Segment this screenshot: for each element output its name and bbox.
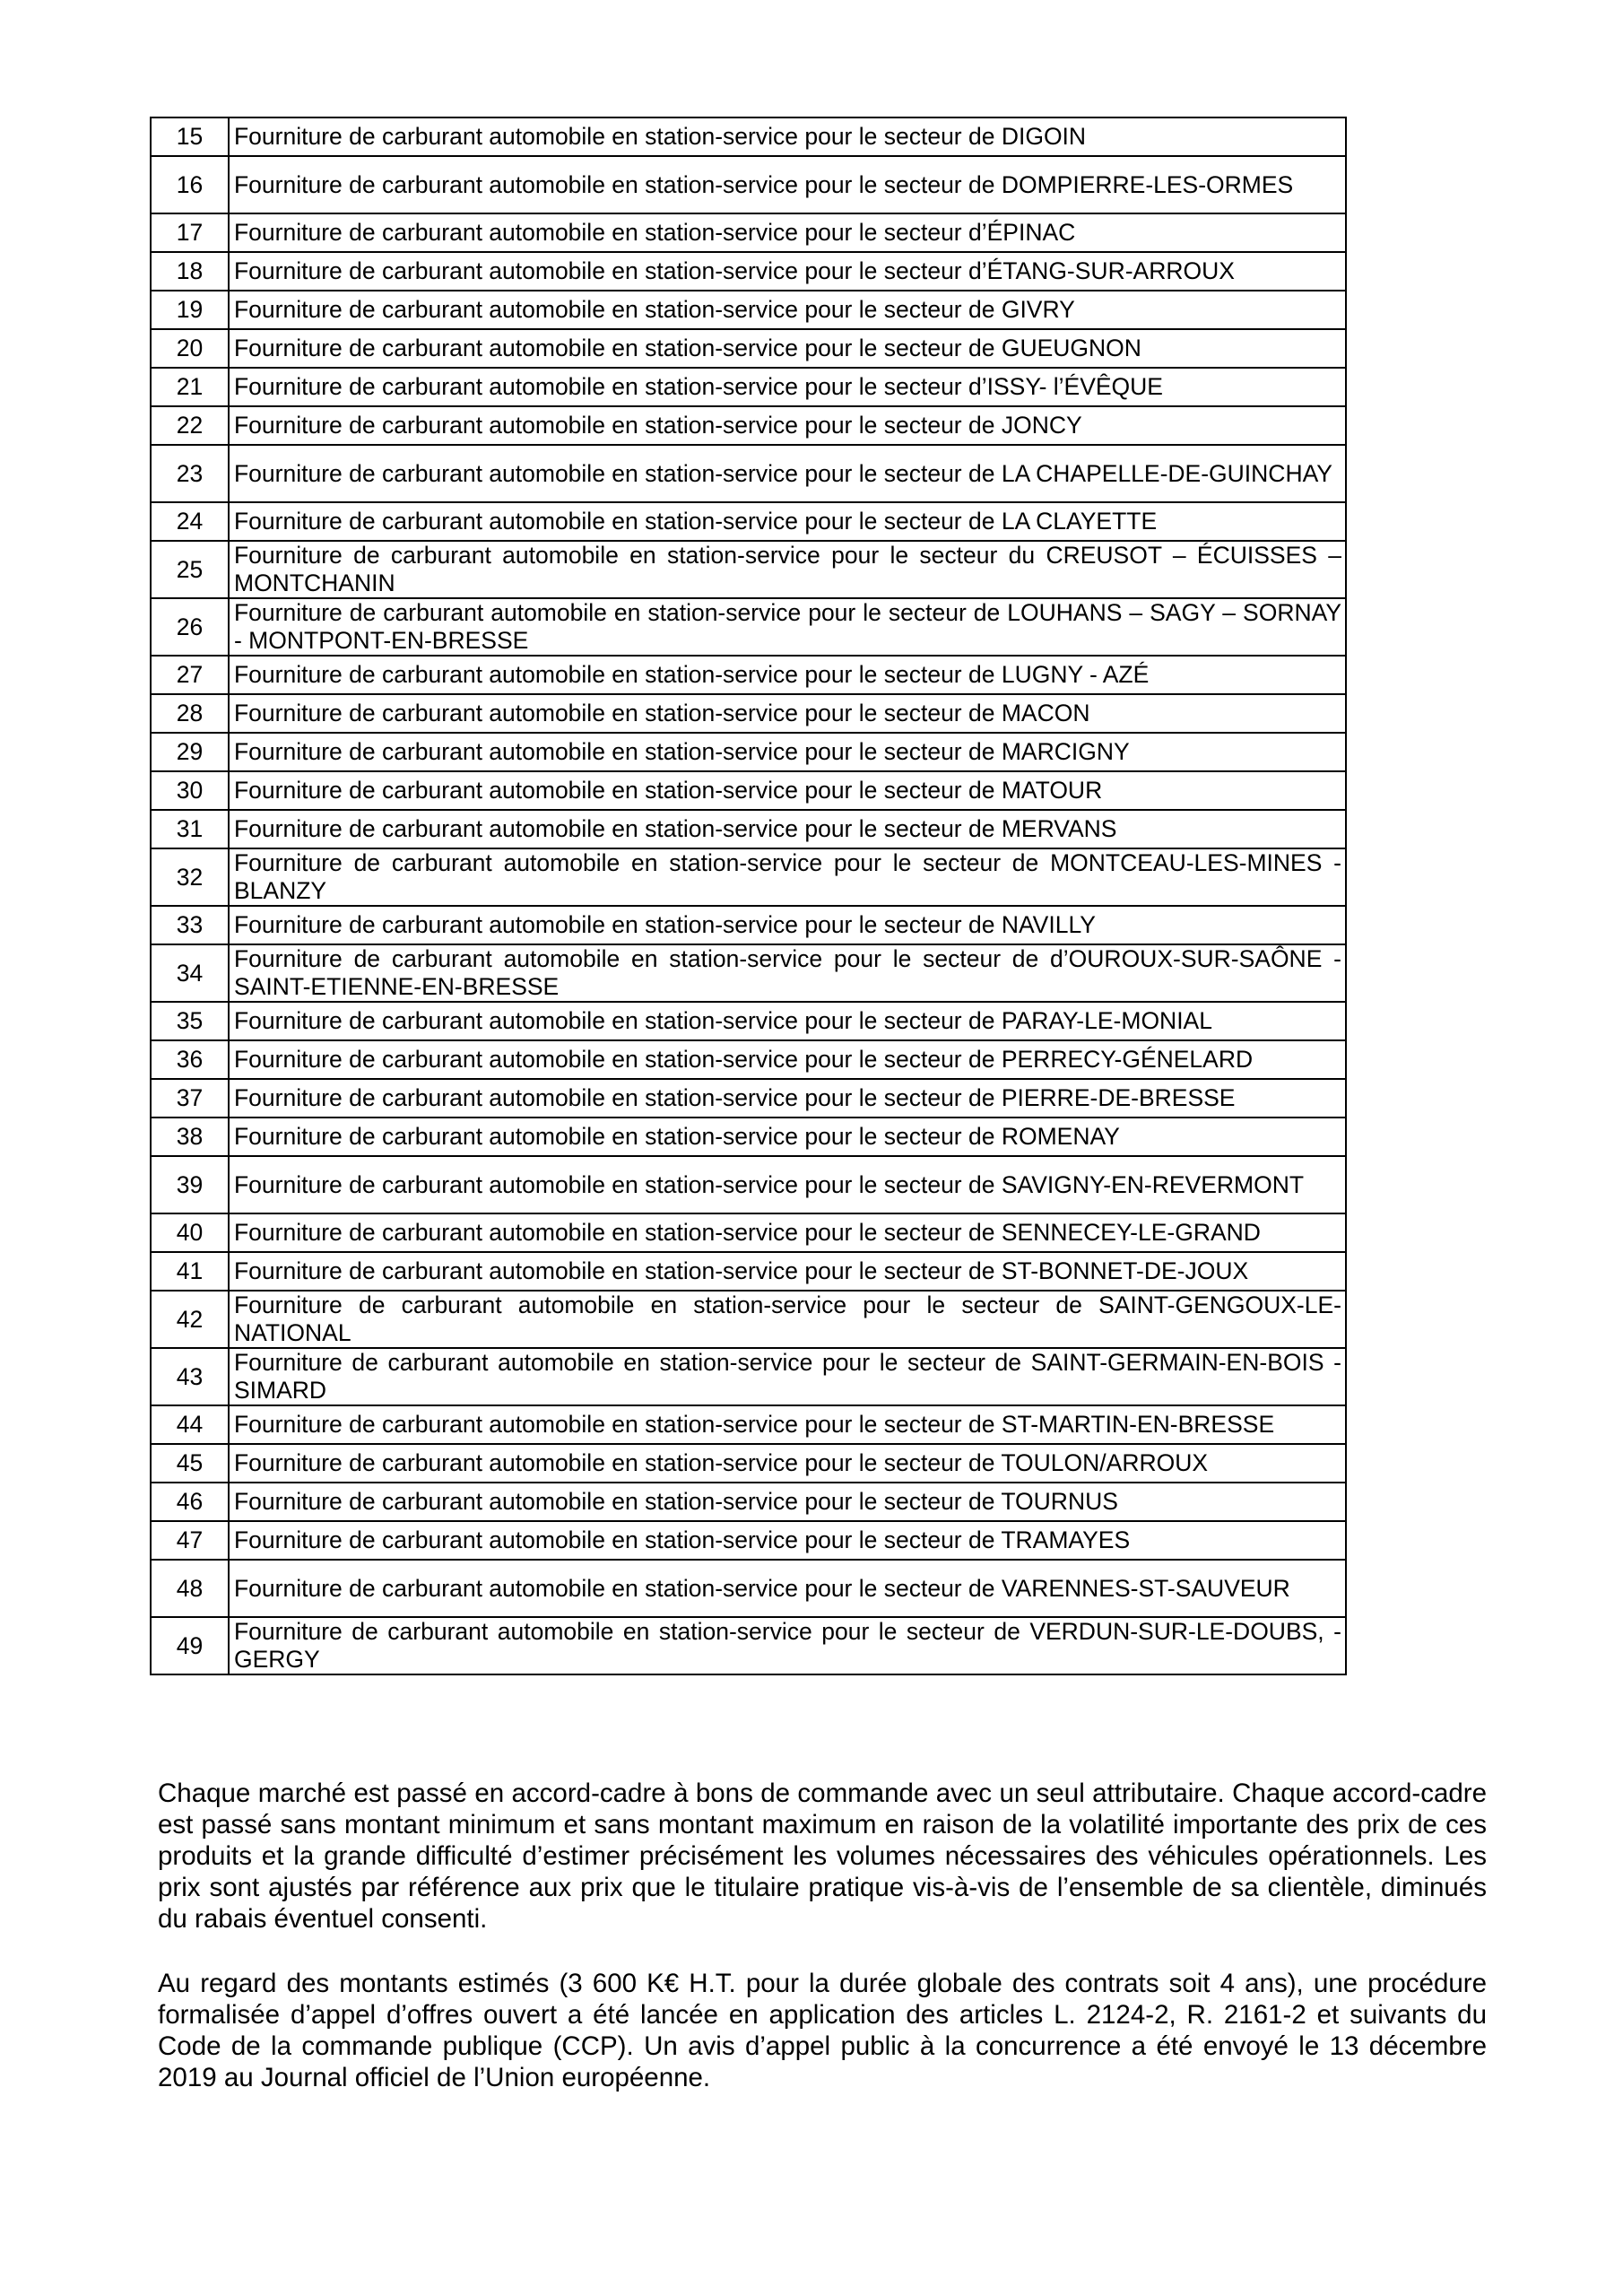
lot-description: Fourniture de carburant automobile en station-service pour le secteur de ST-BONNET-DE-JOUX [229, 1252, 1346, 1291]
lot-number: 42 [151, 1291, 229, 1348]
table-row [151, 771, 1346, 810]
lot-description: Fourniture de carburant automobile en station-service pour le secteur de DOMPIERRE-LES-ORMES [229, 156, 1346, 213]
table-row [151, 406, 1346, 445]
lot-number: 27 [151, 656, 229, 694]
lot-description: Fourniture de carburant automobile en station-service pour le secteur de ST-MARTIN-EN-BRESSE [229, 1405, 1346, 1444]
lot-description: Fourniture de carburant automobile en station-service pour le secteur de LOUHANS – SAGY – SORNAY - MONTPONT-EN-BRESSE [229, 598, 1346, 656]
lot-description: Fourniture de carburant automobile en station-service pour le secteur de DIGOIN [229, 117, 1346, 156]
lot-number: 38 [151, 1118, 229, 1156]
lot-description: Fourniture de carburant automobile en station-service pour le secteur de PIERRE-DE-BRESSE [229, 1079, 1346, 1118]
lot-number: 36 [151, 1040, 229, 1079]
lot-number: 34 [151, 944, 229, 1002]
lot-number: 15 [151, 117, 229, 156]
table-row [151, 1252, 1346, 1291]
lot-description: Fourniture de carburant automobile en station-service pour le secteur de TOULON/ARROUX [229, 1444, 1346, 1483]
table-row [151, 1291, 1346, 1348]
table-row [151, 291, 1346, 329]
lot-description: Fourniture de carburant automobile en station-service pour le secteur de VARENNES-ST-SAUVEUR [229, 1560, 1346, 1617]
lot-description: Fourniture de carburant automobile en station-service pour le secteur de GIVRY [229, 291, 1346, 329]
lot-number: 37 [151, 1079, 229, 1118]
table-row [151, 213, 1346, 252]
lot-number: 44 [151, 1405, 229, 1444]
lot-description: Fourniture de carburant automobile en station-service pour le secteur de SAINT-GENGOUX-LE-NATIONAL [229, 1291, 1346, 1348]
lot-number: 24 [151, 502, 229, 541]
lot-description: Fourniture de carburant automobile en station-service pour le secteur de TRAMAYES [229, 1521, 1346, 1560]
table-row [151, 1348, 1346, 1405]
lot-description: Fourniture de carburant automobile en station-service pour le secteur de JONCY [229, 406, 1346, 445]
lot-number: 48 [151, 1560, 229, 1617]
lot-description: Fourniture de carburant automobile en station-service pour le secteur de LA CHAPELLE-DE-GUINCHAY [229, 445, 1346, 502]
table-row [151, 1118, 1346, 1156]
lot-number: 28 [151, 694, 229, 733]
lot-description: Fourniture de carburant automobile en station-service pour le secteur de MONTCEAU-LES-MINES - BLANZY [229, 848, 1346, 906]
lot-description: Fourniture de carburant automobile en station-service pour le secteur de SAVIGNY-EN-REVERMONT [229, 1156, 1346, 1213]
lot-number: 39 [151, 1156, 229, 1213]
lot-description: Fourniture de carburant automobile en station-service pour le secteur d’ÉPINAC [229, 213, 1346, 252]
lot-description: Fourniture de carburant automobile en station-service pour le secteur de ROMENAY [229, 1118, 1346, 1156]
table-row [151, 1483, 1346, 1521]
table-row [151, 156, 1346, 213]
table-row [151, 502, 1346, 541]
lot-number: 22 [151, 406, 229, 445]
lot-number: 19 [151, 291, 229, 329]
table-row [151, 252, 1346, 291]
table-row [151, 848, 1346, 906]
table-row [151, 944, 1346, 1002]
table-row [151, 117, 1346, 156]
table-row [151, 1213, 1346, 1252]
lot-description: Fourniture de carburant automobile en station-service pour le secteur de MACON [229, 694, 1346, 733]
table-row [151, 733, 1346, 771]
lot-number: 32 [151, 848, 229, 906]
lots-table [150, 117, 1347, 1675]
table-row [151, 656, 1346, 694]
lot-number: 33 [151, 906, 229, 944]
lot-number: 17 [151, 213, 229, 252]
lot-number: 29 [151, 733, 229, 771]
lot-description: Fourniture de carburant automobile en station-service pour le secteur de GUEUGNON [229, 329, 1346, 368]
lot-number: 23 [151, 445, 229, 502]
lot-description: Fourniture de carburant automobile en station-service pour le secteur d’ISSY- l’ÉVÊQUE [229, 368, 1346, 406]
table-row [151, 1617, 1346, 1674]
table-row [151, 1560, 1346, 1617]
lot-description: Fourniture de carburant automobile en station-service pour le secteur de NAVILLY [229, 906, 1346, 944]
table-row [151, 445, 1346, 502]
lot-number: 26 [151, 598, 229, 656]
lot-description: Fourniture de carburant automobile en station-service pour le secteur de PARAY-LE-MONIAL [229, 1002, 1346, 1040]
lot-number: 18 [151, 252, 229, 291]
lot-description: Fourniture de carburant automobile en station-service pour le secteur du CREUSOT – ÉCUISSES – MONTCHANIN [229, 541, 1346, 598]
lot-description: Fourniture de carburant automobile en station-service pour le secteur de d’OUROUX-SUR-SAÔNE - SAINT-ETIENNE-EN-BRESSE [229, 944, 1346, 1002]
table-row [151, 1521, 1346, 1560]
lot-description: Fourniture de carburant automobile en station-service pour le secteur de SAINT-GERMAIN-EN-BOIS - SIMARD [229, 1348, 1346, 1405]
lot-number: 47 [151, 1521, 229, 1560]
table-row [151, 1405, 1346, 1444]
lot-number: 46 [151, 1483, 229, 1521]
table-row [151, 329, 1346, 368]
lot-number: 43 [151, 1348, 229, 1405]
lot-number: 41 [151, 1252, 229, 1291]
lot-number: 16 [151, 156, 229, 213]
body-paragraph-procedure: Au regard des montants estimés (3 600 K€ H.T. pour la durée globale des contrats soit 4 ans), une procédure formalisée d’appel d’offres ouvert a été lancée en application des articles L. 2124-2, R. 2161-2 et suivants du Code de la commande publique (CCP). Un avis d’appel public à la concurrence a été envoyé le 13 décembre 2019 au Journal officiel de l’Union européenne. [158, 1969, 1487, 2092]
table-row [151, 810, 1346, 848]
table-row [151, 1079, 1346, 1118]
lot-description: Fourniture de carburant automobile en station-service pour le secteur de PERRECY-GÉNELARD [229, 1040, 1346, 1079]
lot-description: Fourniture de carburant automobile en station-service pour le secteur de MARCIGNY [229, 733, 1346, 771]
lot-number: 35 [151, 1002, 229, 1040]
table-row [151, 1040, 1346, 1079]
lot-number: 40 [151, 1213, 229, 1252]
table-row [151, 368, 1346, 406]
table-row [151, 694, 1346, 733]
lot-description: Fourniture de carburant automobile en station-service pour le secteur de VERDUN-SUR-LE-DOUBS, - GERGY [229, 1617, 1346, 1674]
lots-table-body [151, 117, 1346, 1674]
lot-description: Fourniture de carburant automobile en station-service pour le secteur de LA CLAYETTE [229, 502, 1346, 541]
lot-description: Fourniture de carburant automobile en station-service pour le secteur de MERVANS [229, 810, 1346, 848]
table-row [151, 1156, 1346, 1213]
lot-description: Fourniture de carburant automobile en station-service pour le secteur de LUGNY - AZÉ [229, 656, 1346, 694]
lot-description: Fourniture de carburant automobile en station-service pour le secteur de SENNECEY-LE-GRAND [229, 1213, 1346, 1252]
lot-number: 30 [151, 771, 229, 810]
lot-number: 21 [151, 368, 229, 406]
lot-number: 49 [151, 1617, 229, 1674]
lot-description: Fourniture de carburant automobile en station-service pour le secteur de TOURNUS [229, 1483, 1346, 1521]
table-row [151, 1444, 1346, 1483]
body-paragraph-accord-cadre: Chaque marché est passé en accord-cadre à bons de commande avec un seul attributaire. Chaque accord-cadre est passé sans montant minimum et sans montant maximum en raison de la volatilité importante des prix de ces produits et la grande difficulté d’estimer précisément les volumes nécessaires des véhicules opérationnels. Les prix sont ajustés par référence aux prix que le titulaire pratique vis-à-vis de l’ensemble de sa clientèle, diminués du rabais éventuel consenti. [158, 1779, 1487, 1934]
lot-number: 31 [151, 810, 229, 848]
lot-description: Fourniture de carburant automobile en station-service pour le secteur d’ÉTANG-SUR-ARROUX [229, 252, 1346, 291]
lot-number: 25 [151, 541, 229, 598]
lot-number: 20 [151, 329, 229, 368]
table-row [151, 541, 1346, 598]
table-row [151, 1002, 1346, 1040]
table-row [151, 906, 1346, 944]
table-row [151, 598, 1346, 656]
lot-description: Fourniture de carburant automobile en station-service pour le secteur de MATOUR [229, 771, 1346, 810]
lot-number: 45 [151, 1444, 229, 1483]
